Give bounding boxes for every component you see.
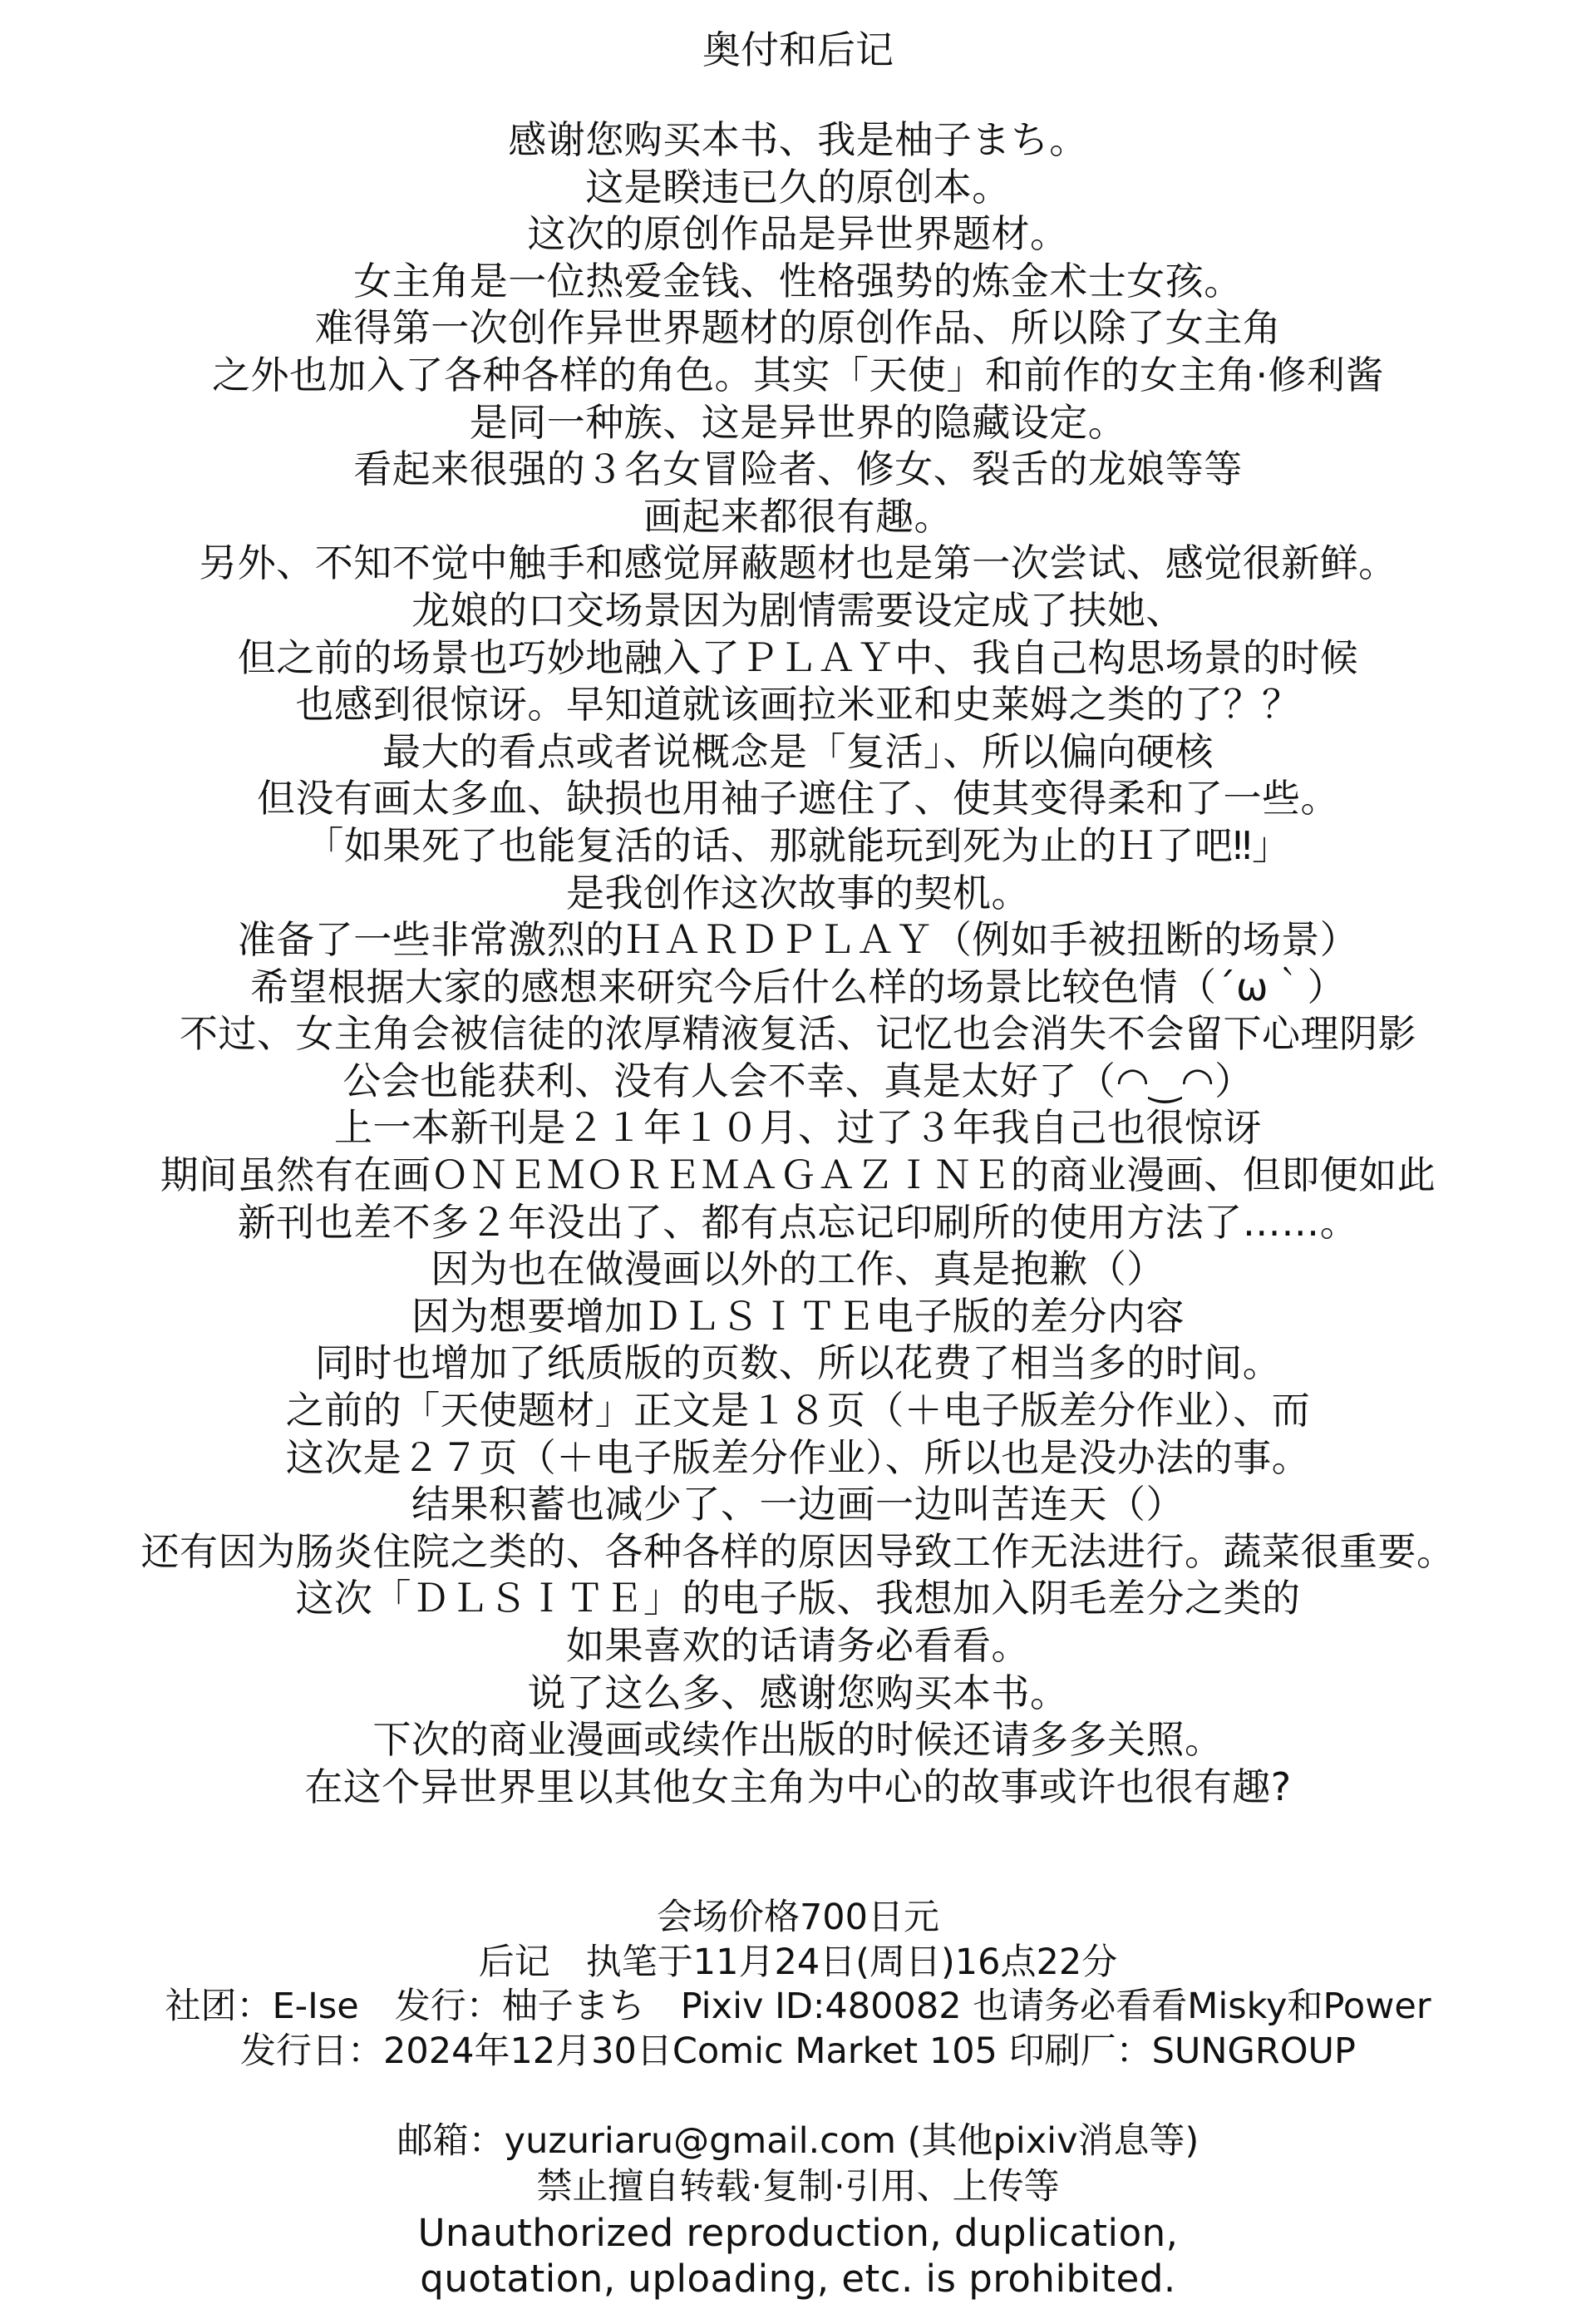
price-line: 会场价格700日元 — [656, 1897, 940, 1938]
afterword-date-line: 后记 执笔于11月24日(周日)16点22分 — [478, 1941, 1118, 1983]
body-line: 同时也增加了纸质版的页数、所以花费了相当多的时间。 — [314, 1340, 1282, 1386]
body-line: 这次的原创作品是异世界题材。 — [527, 211, 1069, 257]
body-line: 画起来都很有趣。 — [643, 493, 953, 539]
prohibition-en-line-1: Unauthorized reproduction, duplication, — [417, 2211, 1179, 2255]
body-line: 这是睽违已久的原创本。 — [585, 164, 1011, 210]
body-line: 期间虽然有在画ＯＮＥＭＯＲＥＭＡＧＡＺＩＮＥ的商业漫画、但即便如此 — [160, 1152, 1436, 1198]
body-line: 女主角是一位热爱金钱、性格强势的炼金术士女孩。 — [353, 258, 1243, 303]
body-line: 是同一种族、这是异世界的隐藏设定。 — [469, 399, 1127, 445]
body-line: 说了这么多、感谢您购买本书。 — [527, 1670, 1069, 1715]
body-line: 这次是２７页（＋电子版差分作业）、所以也是没办法的事。 — [285, 1434, 1311, 1480]
body-line: 下次的商业漫画或续作出版的时候还请多多关照。 — [372, 1717, 1224, 1763]
body-line: 这次「ＤＬＳＩＴＥ」的电子版、我想加入阴毛差分之类的 — [295, 1576, 1301, 1621]
body-line: 也感到很惊讶。早知道就该画拉米亚和史莱姆之类的了？？ — [295, 682, 1301, 728]
body-line: 如果喜欢的话请务必看看。 — [566, 1623, 1030, 1668]
body-line: 因为也在做漫画以外的工作、真是抱歉（） — [431, 1246, 1165, 1292]
body-line: 上一本新刊是２１年１０月、过了３年我自己也很惊讶 — [334, 1105, 1262, 1151]
body-line: 之外也加入了各种各样的角色。其实「天使」和前作的女主角·修利酱 — [211, 352, 1385, 397]
email-line: 邮箱：yuzuriaru@gmail.com (其他pixiv消息等) — [397, 2120, 1199, 2162]
contact-section — [0, 2119, 1596, 2302]
body-line: 感谢您购买本书、我是柚子まち。 — [508, 117, 1088, 162]
body-line: 难得第一次创作异世界题材的原创作品、所以除了女主角 — [314, 305, 1282, 351]
body-line: 之前的「天使题材」正文是１８页（＋电子版差分作业）、而 — [285, 1388, 1311, 1433]
body-line: 最大的看点或者说概念是「复活」、所以偏向硬核 — [382, 728, 1214, 774]
circle-line: 社团：E-Ise 发行：柚子まち Pixiv ID:480082 也请务必看看Misky和Power — [165, 1986, 1431, 2027]
afterword-body — [0, 116, 1596, 1810]
body-line: 看起来很强的３名女冒险者、修女、裂舌的龙娘等等 — [353, 447, 1243, 492]
body-line: 另外、不知不觉中触手和感觉屏蔽题材也是第一次尝试、感觉很新鲜。 — [199, 540, 1397, 586]
body-line: 因为想要增加ＤＬＳＩＴＥ电子版的差分内容 — [411, 1293, 1185, 1339]
page-title: 奥付和后记 — [702, 27, 894, 72]
body-line: 希望根据大家的感想来研究今后什么样的场景比较色情（´ω｀） — [249, 964, 1347, 1009]
body-line: 「如果死了也能复活的话、那就能玩到死为止的Ｈ了吧‼」 — [305, 822, 1291, 868]
body-line: 在这个异世界里以其他女主角为中心的故事或许也很有趣? — [304, 1764, 1292, 1809]
prohibition-cn-line: 禁止擅自转载·复制·引用、上传等 — [536, 2166, 1060, 2208]
release-line: 发行日：2024年12月30日Comic Market 105 印刷厂：SUNGROUP — [240, 2030, 1356, 2072]
body-line: 不过、女主角会被信徒的浓厚精液复活、记忆也会消失不会留下心理阴影 — [180, 1011, 1416, 1057]
body-line: 但没有画太多血、缺损也用袖子遮住了、使其变得柔和了一些。 — [257, 776, 1339, 821]
body-line: 但之前的场景也巧妙地融入了ＰＬＡＹ中、我自己构思场景的时候 — [237, 634, 1359, 680]
body-line: 龙娘的口交场景因为剧情需要设定成了扶她、 — [411, 587, 1185, 633]
colophon — [0, 1896, 1596, 2074]
body-line: 新刊也差不多２年没出了、都有点忘记印刷所的使用方法了……。 — [237, 1199, 1359, 1245]
body-line: 结果积蓄也减少了、一边画一边叫苦连天（） — [411, 1482, 1185, 1527]
body-line: 是我创作这次故事的契机。 — [566, 870, 1030, 915]
body-line: 还有因为肠炎住院之类的、各种各样的原因导致工作无法进行。蔬菜很重要。 — [140, 1528, 1456, 1574]
body-line: 准备了一些非常激烈的ＨＡＲＤＰＬＡＹ（例如手被扭断的场景） — [237, 917, 1359, 963]
body-line: 公会也能获利、没有人会不幸、真是太好了（◠‿◠） — [342, 1058, 1254, 1103]
prohibition-en-line-2: quotation, uploading, etc. is prohibited. — [420, 2257, 1176, 2301]
